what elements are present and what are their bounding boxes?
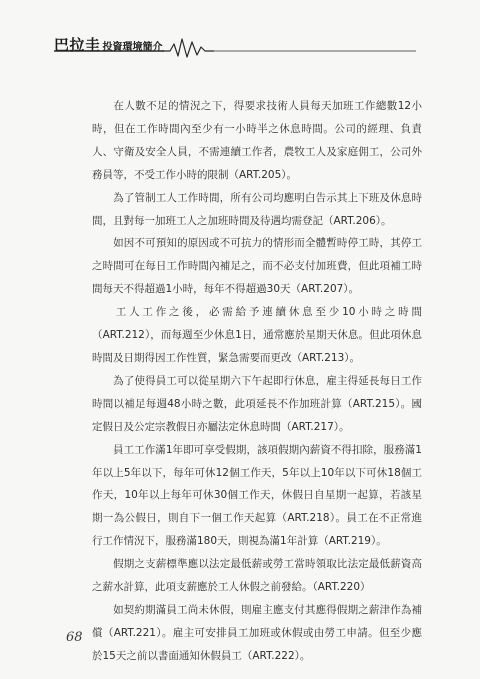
paragraph-text: 員工工作滿1年即可享受假期，該項假期內薪資不得扣除，服務滿1年以上5年以下，每年可休12個工作天，5年以上10年以下可休18個工作天，10年以上每年可休30個工作天，休假日自星期一起算，若該星期一為公假日，則自下一個工作天起算（ART.218）。員工在不正常進行工作情況下，服務滿180天，則視為滿1年計算（ART.219）。 [92,443,422,548]
paragraph [92,439,422,554]
paragraph [92,553,422,599]
paragraph-text: 在人數不足的情況之下，得要求技術人員每天加班工作總數12小時，但在工作時間內至少有一小時半之休息時間。公司的經理、負責人、守衛及安全人員，不需連續工作者，農牧工人及家庭佣工，公司外務員等，不受工作小時的限制（ART.205）。 [92,100,422,181]
paragraph [92,232,422,301]
paragraph [92,301,422,370]
paragraph-text: 如因不可預知的原因或不可抗力的情形而全體暫時停工時，其停工之時間可在每日工作時間內補足之，而不必支付加班費，但此項補工時間每天不得超過1小時，每年不得超過30天（ART.207）。 [92,237,422,296]
paragraph-text: 假期之支薪標準應以法定最低薪或勞工當時領取比法定最低薪資高之薪水計算，此項支薪應於工人休假之前發給。（ART.220） [92,558,422,594]
paragraph [92,187,422,233]
paragraph-text: 工人工作之後，必需給予連續休息至少10小時之時間（ART.212），而每週至少休息1日，通常應於星期天休息。但此項休息時間及日期得因工作性質，緊急需要而更改（ART.213）。 [92,306,422,364]
paragraph-text: 為了使得員工可以從星期六下午起即行休息，雇主得延長每日工作時間以補足每週48小時之數，此項延長不作加班計算（ART.215）。國定假日及公定宗教假日亦屬法定休息時間（ART.217）。 [92,374,422,433]
paragraph [92,95,422,187]
paragraph [92,370,422,439]
running-header [54,34,434,58]
body-text [92,95,422,668]
paragraph [92,599,422,668]
paragraph-text: 為了管制工人工作時間，所有公司均應明白告示其上下班及休息時間，且對每一加班工人之加班時間及待遇均需登記（ART.206）。 [92,191,422,227]
header-title-main: 巴拉圭 [54,36,101,54]
paragraph-text: 如契約期滿員工尚未休假，則雇主應支付其應得假期之薪津作為補償（ART.221）。雇主可安排員工加班或休假或由勞工申請。但至少應於15天之前以書面通知休假員工（ART.222）。 [92,603,422,662]
heartbeat-line-ornament [54,34,434,58]
header-title-sub: 投資環境簡介 [102,42,163,53]
pulse-wave [162,39,214,57]
page-number: 68 [66,630,83,645]
